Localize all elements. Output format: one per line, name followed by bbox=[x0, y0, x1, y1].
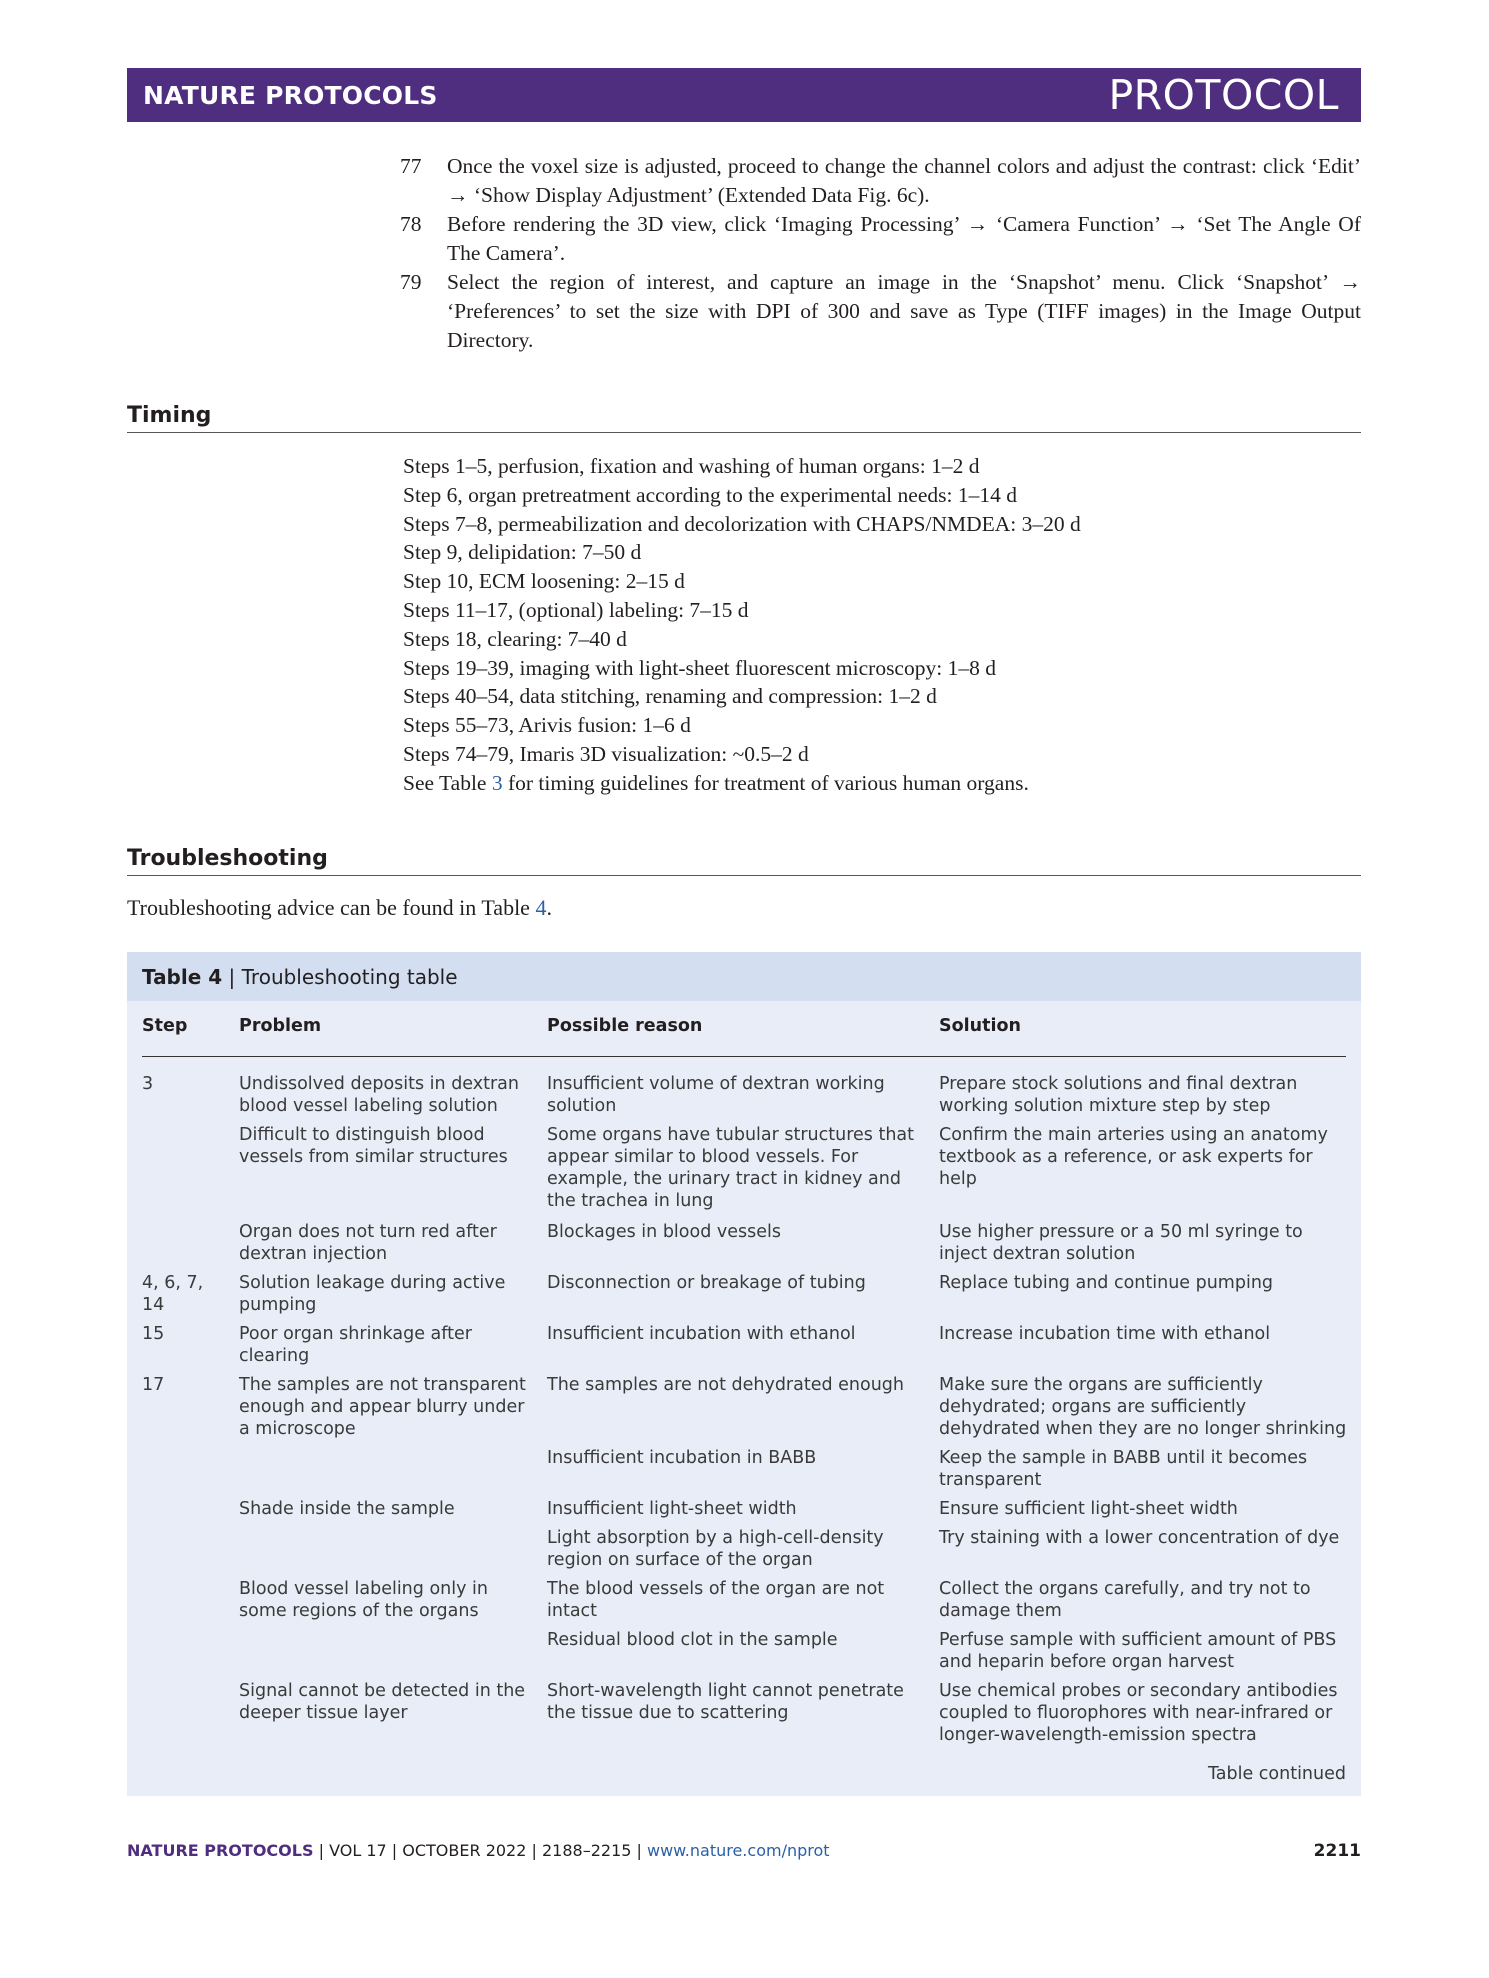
step-item bbox=[400, 268, 1361, 355]
table-label: Table 4 bbox=[142, 964, 223, 989]
cell-problem: Difficult to distinguish blood vessels from similar structures bbox=[239, 1125, 508, 1167]
cell-solution: Keep the sample in BABB until it becomes transparent bbox=[939, 1448, 1308, 1490]
timing-line: Steps 11–17, (optional) labeling: 7–15 d bbox=[403, 597, 749, 622]
cell-problem: Undissolved deposits in dextran blood vessel labeling solution bbox=[239, 1074, 519, 1116]
step-number: 77 bbox=[400, 154, 422, 178]
timing-see-table bbox=[403, 769, 1081, 798]
timing-line: Step 10, ECM loosening: 2–15 d bbox=[403, 569, 685, 594]
cell-solution: Make sure the organs are sufficiently dehydrated; organs are sufficiently dehydrated when they are no longer shrinking bbox=[939, 1375, 1347, 1439]
table-4-link[interactable]: 4 bbox=[535, 895, 547, 920]
journal-banner bbox=[127, 68, 1361, 122]
cell-reason: Insufficient incubation in BABB bbox=[547, 1448, 817, 1468]
journal-name: NATURE PROTOCOLS bbox=[143, 80, 438, 110]
cell-solution: Use chemical probes or secondary antibodies coupled to fluorophores with near-infrared or longer-wavelength-emission spectra bbox=[939, 1681, 1338, 1745]
cell-step: 4, 6, 7, 14 bbox=[142, 1273, 204, 1315]
footer-pages: 2188–2215 bbox=[541, 1841, 632, 1860]
intro-text-end: . bbox=[546, 895, 552, 920]
step-text: Before rendering the 3D view, click ‘Imaging Processing’ → ‘Camera Function’ → ‘Set The Angle Of The Camera’. bbox=[447, 212, 1361, 265]
footer-sep: | bbox=[636, 1841, 642, 1860]
cell-solution: Prepare stock solutions and final dextran working solution mixture step by step bbox=[939, 1074, 1298, 1116]
table-continued: Table continued bbox=[1207, 1764, 1346, 1784]
cell-step: 3 bbox=[142, 1074, 154, 1094]
cell-solution: Perfuse sample with sufficient amount of PBS and heparin before organ harvest bbox=[939, 1630, 1337, 1672]
cell-solution: Ensure sufficient light-sheet width bbox=[939, 1499, 1238, 1519]
intro-text: Troubleshooting advice can be found in Table bbox=[127, 895, 536, 920]
table-header bbox=[127, 1001, 1361, 1069]
cell-reason: Residual blood clot in the sample bbox=[547, 1630, 838, 1650]
page-footer bbox=[127, 1841, 1361, 1861]
cell-problem: Solution leakage during active pumping bbox=[239, 1273, 506, 1315]
cell-reason: Insufficient volume of dextran working solution bbox=[547, 1074, 885, 1116]
see-table-text: See Table bbox=[403, 770, 492, 795]
timing-heading: Timing bbox=[127, 403, 1361, 433]
cell-reason: Short-wavelength light cannot penetrate the tissue due to scattering bbox=[547, 1681, 904, 1723]
header-step: Step bbox=[142, 1016, 188, 1036]
step-number: 79 bbox=[400, 270, 422, 294]
timing-line: Steps 55–73, Arivis fusion: 1–6 d bbox=[403, 713, 691, 738]
footer-sep: | bbox=[318, 1841, 324, 1860]
cell-problem: Blood vessel labeling only in some regions of the organs bbox=[239, 1579, 488, 1621]
troubleshooting-table bbox=[127, 952, 1361, 1796]
cell-solution: Confirm the main arteries using an anatomy textbook as a reference, or ask experts for help bbox=[939, 1125, 1328, 1189]
table-caption bbox=[127, 952, 1361, 1001]
cell-solution: Use higher pressure or a 50 ml syringe to inject dextran solution bbox=[939, 1222, 1303, 1264]
step-item bbox=[400, 152, 1361, 210]
header-solution: Solution bbox=[939, 1016, 1021, 1036]
timing-line: Steps 40–54, data stitching, renaming and compression: 1–2 d bbox=[403, 684, 937, 709]
article-type: PROTOCOL bbox=[1108, 71, 1339, 119]
footer-url-link[interactable]: www.nature.com/nprot bbox=[647, 1841, 830, 1860]
header-rule bbox=[142, 1056, 1346, 1057]
cell-step: 17 bbox=[142, 1375, 165, 1395]
page-number: 2211 bbox=[1313, 1841, 1361, 1861]
cell-problem: The samples are not transparent enough and appear blurry under a microscope bbox=[239, 1375, 526, 1439]
timing-line: Step 6, organ pretreatment according to the experimental needs: 1–14 d bbox=[403, 482, 1017, 507]
cell-problem: Shade inside the sample bbox=[239, 1499, 455, 1519]
cell-problem: Organ does not turn red after dextran injection bbox=[239, 1222, 497, 1264]
timing-line: Steps 7–8, permeabilization and decolorization with CHAPS/NMDEA: 3–20 d bbox=[403, 511, 1081, 536]
timing-line: Steps 18, clearing: 7–40 d bbox=[403, 626, 627, 651]
step-text: Once the voxel size is adjusted, proceed to change the channel colors and adjust the contrast: click ‘Edit’ → ‘Show Display Adjustment’ (Extended Data Fig. 6c). bbox=[447, 154, 1361, 207]
header-reason: Possible reason bbox=[547, 1016, 703, 1036]
table-title: Troubleshooting table bbox=[241, 964, 458, 989]
timing-line: Steps 74–79, Imaris 3D visualization: ~0.5–2 d bbox=[403, 741, 809, 766]
cell-problem: Signal cannot be detected in the deeper tissue layer bbox=[239, 1681, 526, 1723]
troubleshooting-heading: Troubleshooting bbox=[127, 846, 1361, 876]
cell-solution: Replace tubing and continue pumping bbox=[939, 1273, 1274, 1293]
table-caption-separator: | bbox=[222, 964, 242, 989]
timing-line: Step 9, delipidation: 7–50 d bbox=[403, 540, 642, 565]
troubleshooting-intro bbox=[127, 895, 552, 921]
cell-solution: Try staining with a lower concentration of dye bbox=[939, 1528, 1340, 1548]
cell-solution: Increase incubation time with ethanol bbox=[939, 1324, 1271, 1344]
footer-date: OCTOBER 2022 bbox=[402, 1841, 527, 1860]
table-3-link[interactable]: 3 bbox=[491, 770, 503, 795]
see-table-text-end: for timing guidelines for treatment of various human organs. bbox=[502, 770, 1029, 795]
cell-reason: Some organs have tubular structures that appear similar to blood vessels. For example, the urinary tract in kidney and the trachea in lung bbox=[547, 1125, 915, 1211]
cell-reason: The blood vessels of the organ are not intact bbox=[547, 1579, 885, 1621]
footer-sep: | bbox=[531, 1841, 537, 1860]
footer-journal: NATURE PROTOCOLS bbox=[127, 1841, 314, 1860]
cell-reason: Disconnection or breakage of tubing bbox=[547, 1273, 866, 1293]
cell-step: 15 bbox=[142, 1324, 165, 1344]
step-item bbox=[400, 210, 1361, 268]
header-problem: Problem bbox=[239, 1016, 322, 1036]
cell-solution: Collect the organs carefully, and try not to damage them bbox=[939, 1579, 1311, 1621]
cell-reason: Light absorption by a high-cell-density region on surface of the organ bbox=[547, 1528, 884, 1570]
footer-volume: VOL 17 bbox=[329, 1841, 387, 1860]
cell-reason: Insufficient light-sheet width bbox=[547, 1499, 797, 1519]
timing-list bbox=[403, 452, 1081, 798]
footer-citation bbox=[127, 1841, 830, 1861]
cell-problem: Poor organ shrinkage after clearing bbox=[239, 1324, 472, 1366]
cell-reason: Insufficient incubation with ethanol bbox=[547, 1324, 856, 1344]
procedure-steps bbox=[400, 152, 1361, 355]
cell-reason: Blockages in blood vessels bbox=[547, 1222, 781, 1242]
cell-reason: The samples are not dehydrated enough bbox=[547, 1375, 905, 1395]
step-text: Select the region of interest, and capture an image in the ‘Snapshot’ menu. Click ‘Snapshot’ → ‘Preferences’ to set the size with DPI of 300 and save as Type (TIFF images) in the Image Output Directory. bbox=[447, 270, 1361, 352]
footer-sep: | bbox=[391, 1841, 398, 1860]
timing-line: Steps 19–39, imaging with light-sheet fluorescent microscopy: 1–8 d bbox=[403, 655, 996, 680]
timing-line: Steps 1–5, perfusion, fixation and washing of human organs: 1–2 d bbox=[403, 454, 980, 478]
step-number: 78 bbox=[400, 212, 422, 236]
